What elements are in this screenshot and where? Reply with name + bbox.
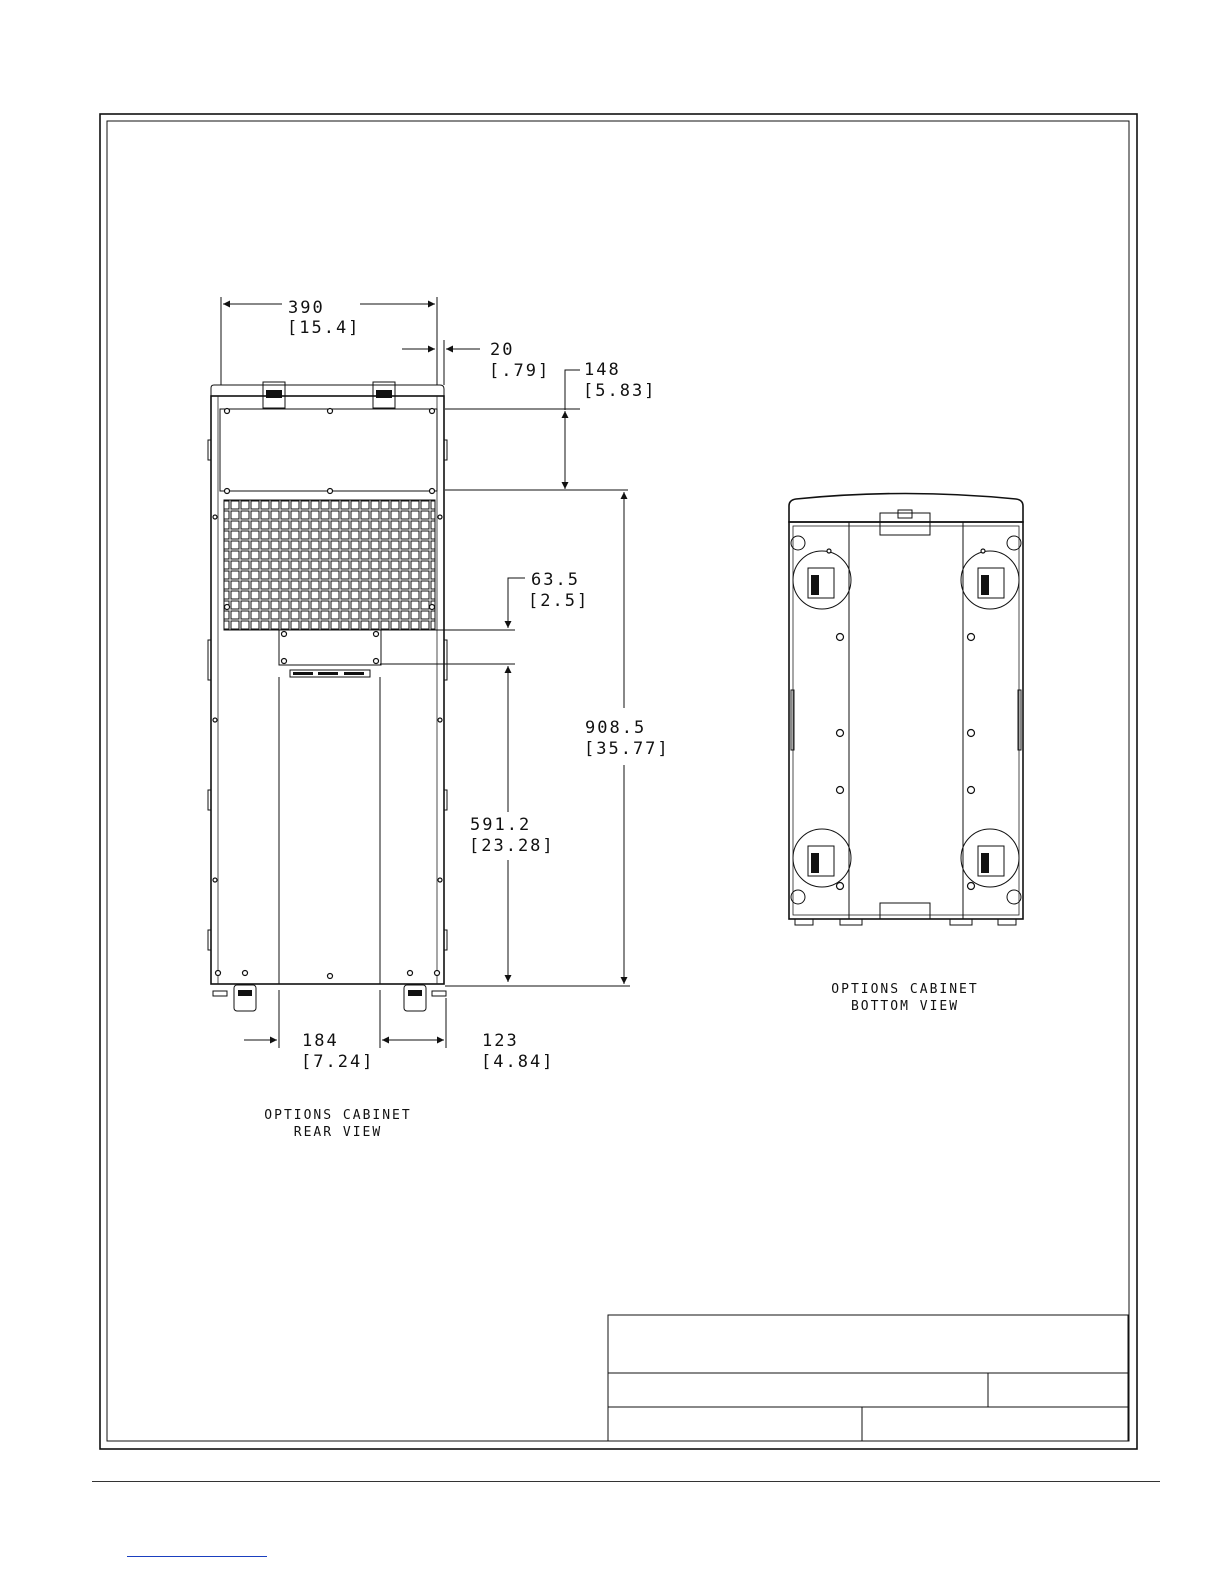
- dim-lower-in: [23.28]: [469, 836, 555, 856]
- dim-height-mm: 908.5: [585, 718, 647, 738]
- rear-view-caption-line2: REAR VIEW: [293, 1125, 383, 1140]
- dim-side-in: [.79]: [489, 361, 551, 381]
- dim-lower-mm: 591.2: [470, 815, 532, 835]
- dimension-lines: [221, 297, 630, 1048]
- dim-right-mm: 123: [482, 1031, 519, 1051]
- dim-gap-in: [2.5]: [528, 591, 590, 611]
- top-handle: [263, 382, 395, 408]
- dim-width-mm: 390: [288, 298, 325, 318]
- dim-top-in: [5.83]: [583, 381, 657, 401]
- drawing-border: [100, 114, 1137, 1449]
- dim-width-in: [15.4]: [287, 318, 361, 338]
- title-block: [608, 1315, 1128, 1441]
- dim-height-in: [35.77]: [584, 739, 670, 759]
- bottom-view-caption-line1: OPTIONS CABINET: [831, 982, 979, 997]
- bottom-view: [789, 494, 1023, 926]
- dim-side-mm: 20: [490, 340, 515, 360]
- bottom-bolt: [827, 549, 985, 890]
- fastener: [213, 409, 442, 979]
- dim-gap-mm: 63.5: [531, 570, 580, 590]
- footer-link-underline[interactable]: [127, 1556, 267, 1557]
- caster: [213, 985, 446, 1011]
- dim-right-in: [4.84]: [481, 1052, 555, 1072]
- dim-left-mm: 184: [302, 1031, 339, 1051]
- bottom-view-caption-line2: BOTTOM VIEW: [850, 999, 960, 1014]
- footer-rule: [92, 1481, 1160, 1482]
- dim-top-mm: 148: [584, 360, 621, 380]
- rear-view: [208, 382, 447, 1011]
- dim-left-in: [7.24]: [301, 1052, 375, 1072]
- bottom-caster: [793, 551, 1019, 887]
- rear-view-caption-line1: OPTIONS CABINET: [264, 1108, 412, 1123]
